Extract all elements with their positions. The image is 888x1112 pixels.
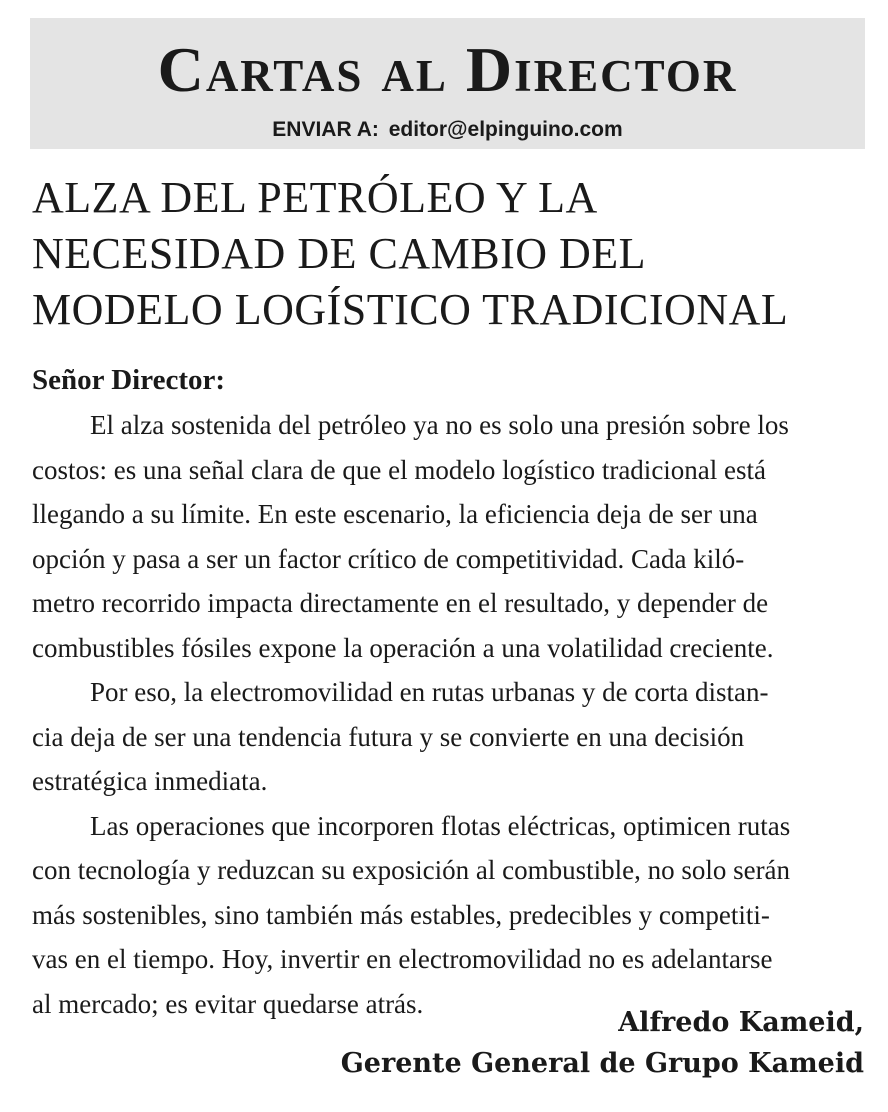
body-line: al mercado; es evitar quedarse atrás. xyxy=(32,988,424,1019)
letter-body xyxy=(32,403,862,1026)
body-line: vas en el tiempo. Hoy, invertir en electromovilidad no es adelantarse xyxy=(32,944,773,974)
salutation: Señor Director: xyxy=(32,364,226,396)
signature-block xyxy=(341,1002,864,1084)
headline-line: MODELO LOGÍSTICO TRADICIONAL xyxy=(32,285,789,334)
body-line: combustibles fósiles expone la operación a una volatilidad creciente. xyxy=(32,632,774,663)
body-line: Por eso, la electromovilidad en rutas urbanas y de corta distan- xyxy=(90,677,769,707)
letter-headline xyxy=(32,170,872,338)
body-line: con tecnología y reduzcan su exposición al combustible, no solo serán xyxy=(32,855,791,885)
body-line: costos: es una señal clara de que el modelo logístico tradicional está xyxy=(32,454,767,485)
signature-title: Gerente General de Grupo Kameid xyxy=(340,1048,864,1079)
body-line: cia deja de ser una tendencia futura y se convierte en una decisión xyxy=(32,721,745,752)
body-line: Las operaciones que incorporen flotas eléctricas, optimicen rutas xyxy=(90,810,791,841)
section-title: Cartas al Director xyxy=(157,34,738,105)
headline-line: NECESIDAD DE CAMBIO DEL xyxy=(32,229,647,278)
body-line: estratégica inmediata. xyxy=(32,766,268,796)
send-to-line xyxy=(30,118,865,142)
section-header xyxy=(30,18,865,149)
body-line: opción y pasa a ser un factor crítico de competitividad. Cada kiló- xyxy=(32,543,745,574)
body-line: metro recorrido impacta directamente en el resultado, y depender de xyxy=(32,588,769,618)
body-line: más sostenibles, sino también más estables, predecibles y competiti- xyxy=(32,899,770,930)
body-line: llegando a su límite. En este escenario, la eficiencia deja de ser una xyxy=(32,499,758,529)
body-line: El alza sostenida del petróleo ya no es solo una presión sobre los xyxy=(90,410,789,440)
signature-name: Alfredo Kameid, xyxy=(618,1007,864,1038)
send-to-label: ENVIAR A: xyxy=(272,118,379,141)
headline-line: ALZA DEL PETRÓLEO Y LA xyxy=(32,173,598,222)
editor-email: editor@elpinguino.com xyxy=(388,118,623,141)
